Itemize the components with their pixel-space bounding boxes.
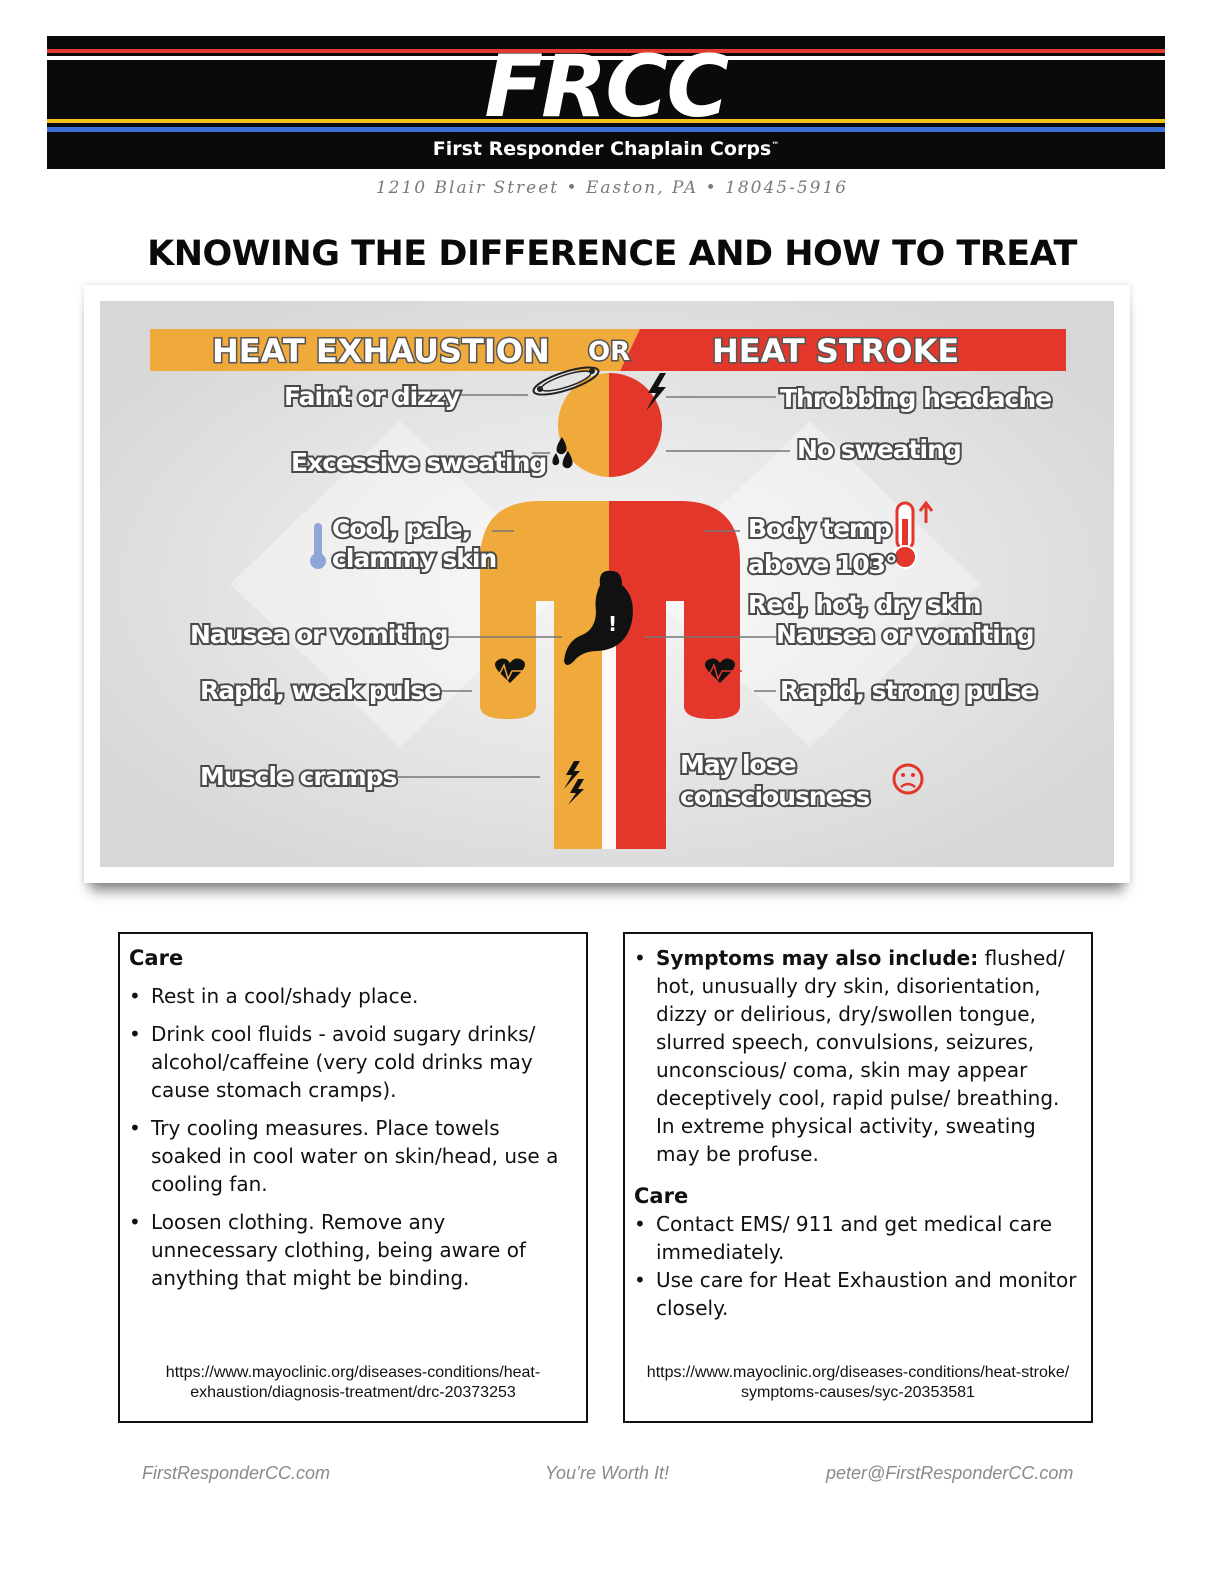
list-item: • Symptoms may also include: flushed/ hot, unusually dry skin, disorientation, dizzy or delirious, dry/swollen tongue, slurred speech, convulsions, seizures, unconscious/ coma, skin may appear deceptively cool, rapid pulse/ breathing. In extreme physical activity, sweating may be profuse. (634, 944, 1079, 1168)
list-item: • Try cooling measures. Place towels soaked in cool water on skin/head, use a cooling fan. (129, 1114, 574, 1198)
symptoms-list (634, 944, 1079, 1168)
symptom-weak-pulse: Rapid, weak pulse (200, 676, 441, 705)
list-item: • Contact EMS/ 911 and get medical care immediately. (634, 1210, 1079, 1266)
frcc-logo: FRCC (484, 37, 728, 137)
symptom-strong-pulse: Rapid, strong pulse (780, 676, 1037, 705)
exhaustion-heading: HEAT EXHAUSTION (212, 332, 550, 370)
symptom-throbbing-headache: Throbbing headache (780, 384, 1052, 413)
svg-text:!: ! (608, 612, 618, 636)
symptom-lose-consciousness-line1: May lose (680, 750, 796, 779)
list-item: • Rest in a cool/shady place. (129, 982, 574, 1010)
care-heading: Care (129, 946, 184, 970)
symptom-body-temp-line2: above 103° (748, 550, 897, 579)
heat-illness-diagram (100, 301, 1114, 867)
address: 1210 Blair Street • Easton, PA • 18045-5916 (375, 178, 849, 198)
care-list (129, 982, 574, 1292)
source-link-stroke[interactable]: https://www.mayoclinic.org/diseases-conditions/heat-stroke/ symptoms-causes/syc-20353581 (646, 1364, 1070, 1401)
symptom-skin-line2: clammy skin (332, 544, 497, 573)
symptom-lose-consciousness-line2: consciousness (680, 782, 870, 811)
symptom-faint: Faint or dizzy (284, 382, 460, 411)
symptom-excessive-sweating: Excessive sweating (291, 448, 547, 477)
stroke-heading: HEAT STROKE (712, 332, 960, 370)
header-banner (47, 36, 1165, 169)
org-name: First Responder Chaplain Corps™ (432, 138, 780, 160)
source-link-exhaustion[interactable]: https://www.mayoclinic.org/diseases-conditions/heat- exhaustion/diagnosis-treatment/drc-20373253 (165, 1364, 541, 1401)
footer-email[interactable]: peter@FirstResponderCC.com (826, 1463, 1074, 1483)
symptom-nausea-right: Nausea or vomiting (776, 620, 1034, 649)
footer-website[interactable]: FirstResponderCC.com (142, 1463, 331, 1483)
symptom-muscle-cramps: Muscle cramps (200, 762, 397, 791)
list-item: • Drink cool fluids - avoid sugary drinks/ alcohol/caffeine (very cold drinks may cause stomach cramps). (129, 1020, 574, 1104)
list-item: • Use care for Heat Exhaustion and monitor closely. (634, 1266, 1079, 1322)
care-list (634, 1210, 1079, 1322)
symptom-body-temp-line1: Body temp (748, 514, 891, 543)
page-title: KNOWING THE DIFFERENCE AND HOW TO TREAT (147, 234, 1077, 274)
symptom-skin-line1: Cool, pale, (332, 514, 471, 543)
footer-tagline: You’re Worth It! (545, 1463, 670, 1483)
symptom-no-sweating: No sweating (797, 435, 961, 464)
symptom-red-hot-skin: Red, hot, dry skin (748, 590, 981, 619)
symptom-nausea-left: Nausea or vomiting (190, 620, 448, 649)
heat-stroke-care-box (623, 932, 1093, 1423)
heat-exhaustion-care-box (118, 932, 588, 1423)
or-label: OR (588, 337, 631, 367)
infographic (84, 285, 1130, 883)
list-item: • Loosen clothing. Remove any unnecessary clothing, being aware of anything that might be binding. (129, 1208, 574, 1292)
care-heading: Care (634, 1184, 689, 1208)
